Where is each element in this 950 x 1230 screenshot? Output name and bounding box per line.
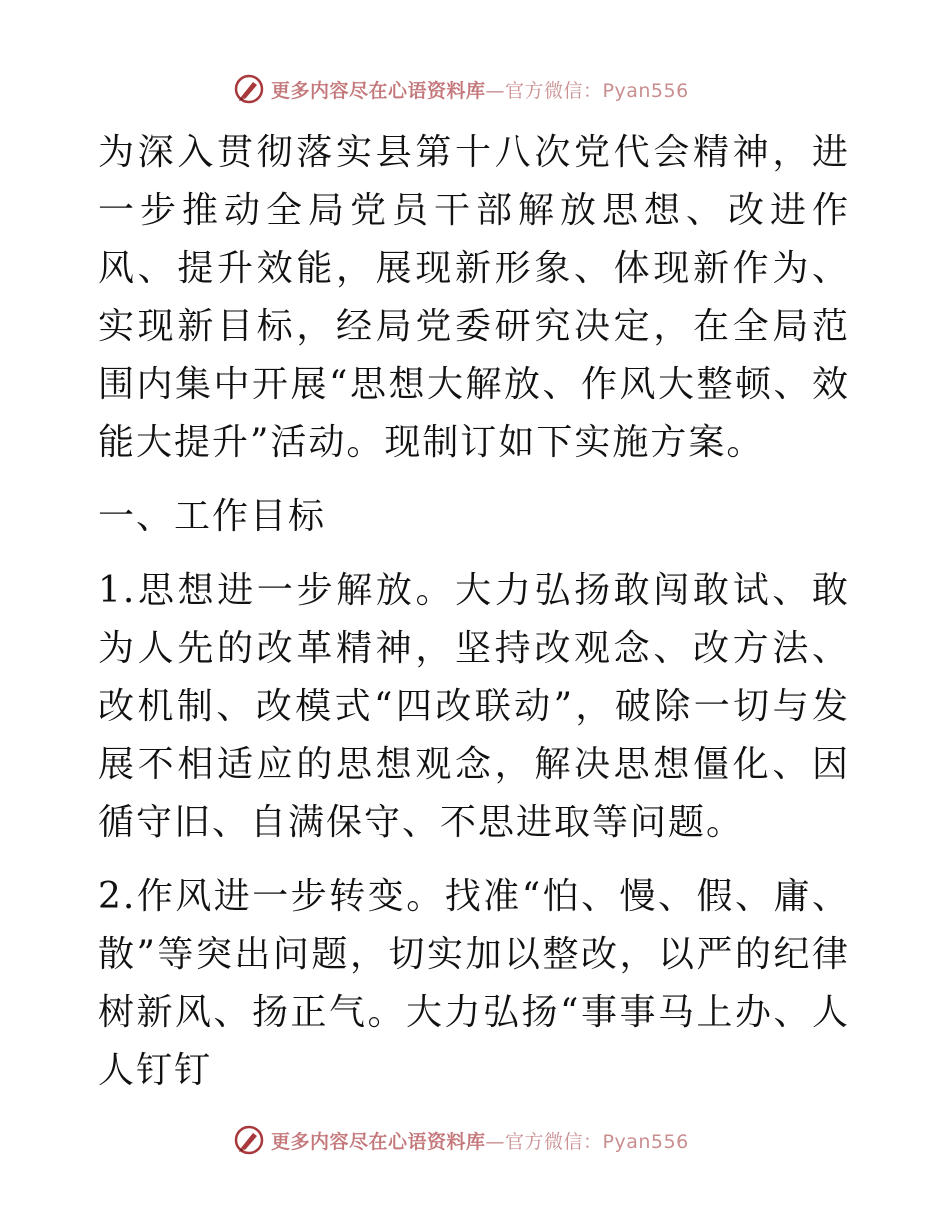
section-heading: 一、工作目标 bbox=[98, 496, 327, 537]
watermark-header bbox=[233, 72, 713, 106]
watermark-text bbox=[271, 1127, 689, 1154]
watermark-dash: — bbox=[485, 1130, 506, 1153]
watermark-contact: 官方微信：Pyan556 bbox=[505, 1130, 689, 1153]
watermark-text bbox=[271, 76, 689, 103]
pen-logo-icon bbox=[233, 1124, 265, 1156]
watermark-contact: 官方微信：Pyan556 bbox=[505, 79, 689, 102]
goal-1-paragraph: 1.思想进一步解放。大力弘扬敢闯敢试、敢为人先的改革精神，坚持改观念、改方法、改机制、改模式“四改联动”，破除一切与发展不相适应的思想观念，解决思想僵化、因循守旧、自满保守、不思进取等问题。 bbox=[98, 570, 850, 843]
watermark-brand: 更多内容尽在心语资料库 bbox=[271, 1130, 486, 1153]
document-body bbox=[98, 124, 850, 1100]
watermark-dash: — bbox=[485, 79, 506, 102]
pen-logo-icon bbox=[233, 73, 265, 105]
watermark-brand: 更多内容尽在心语资料库 bbox=[271, 79, 486, 102]
intro-paragraph: 为深入贯彻落实县第十八次党代会精神，进一步推动全局党员干部解放思想、改进作风、提升效能，展现新形象、体现新作为、实现新目标，经局党委研究决定，在全局范围内集中开展“思想大解放、作风大整顿、效能大提升”活动。现制订如下实施方案。 bbox=[98, 132, 850, 463]
goal-2-paragraph: 2.作风进一步转变。找准“怕、慢、假、庸、散”等突出问题，切实加以整改，以严的纪律树新风、扬正气。大力弘扬“事事马上办、人人钉钉 bbox=[98, 876, 850, 1091]
watermark-footer bbox=[233, 1123, 713, 1157]
